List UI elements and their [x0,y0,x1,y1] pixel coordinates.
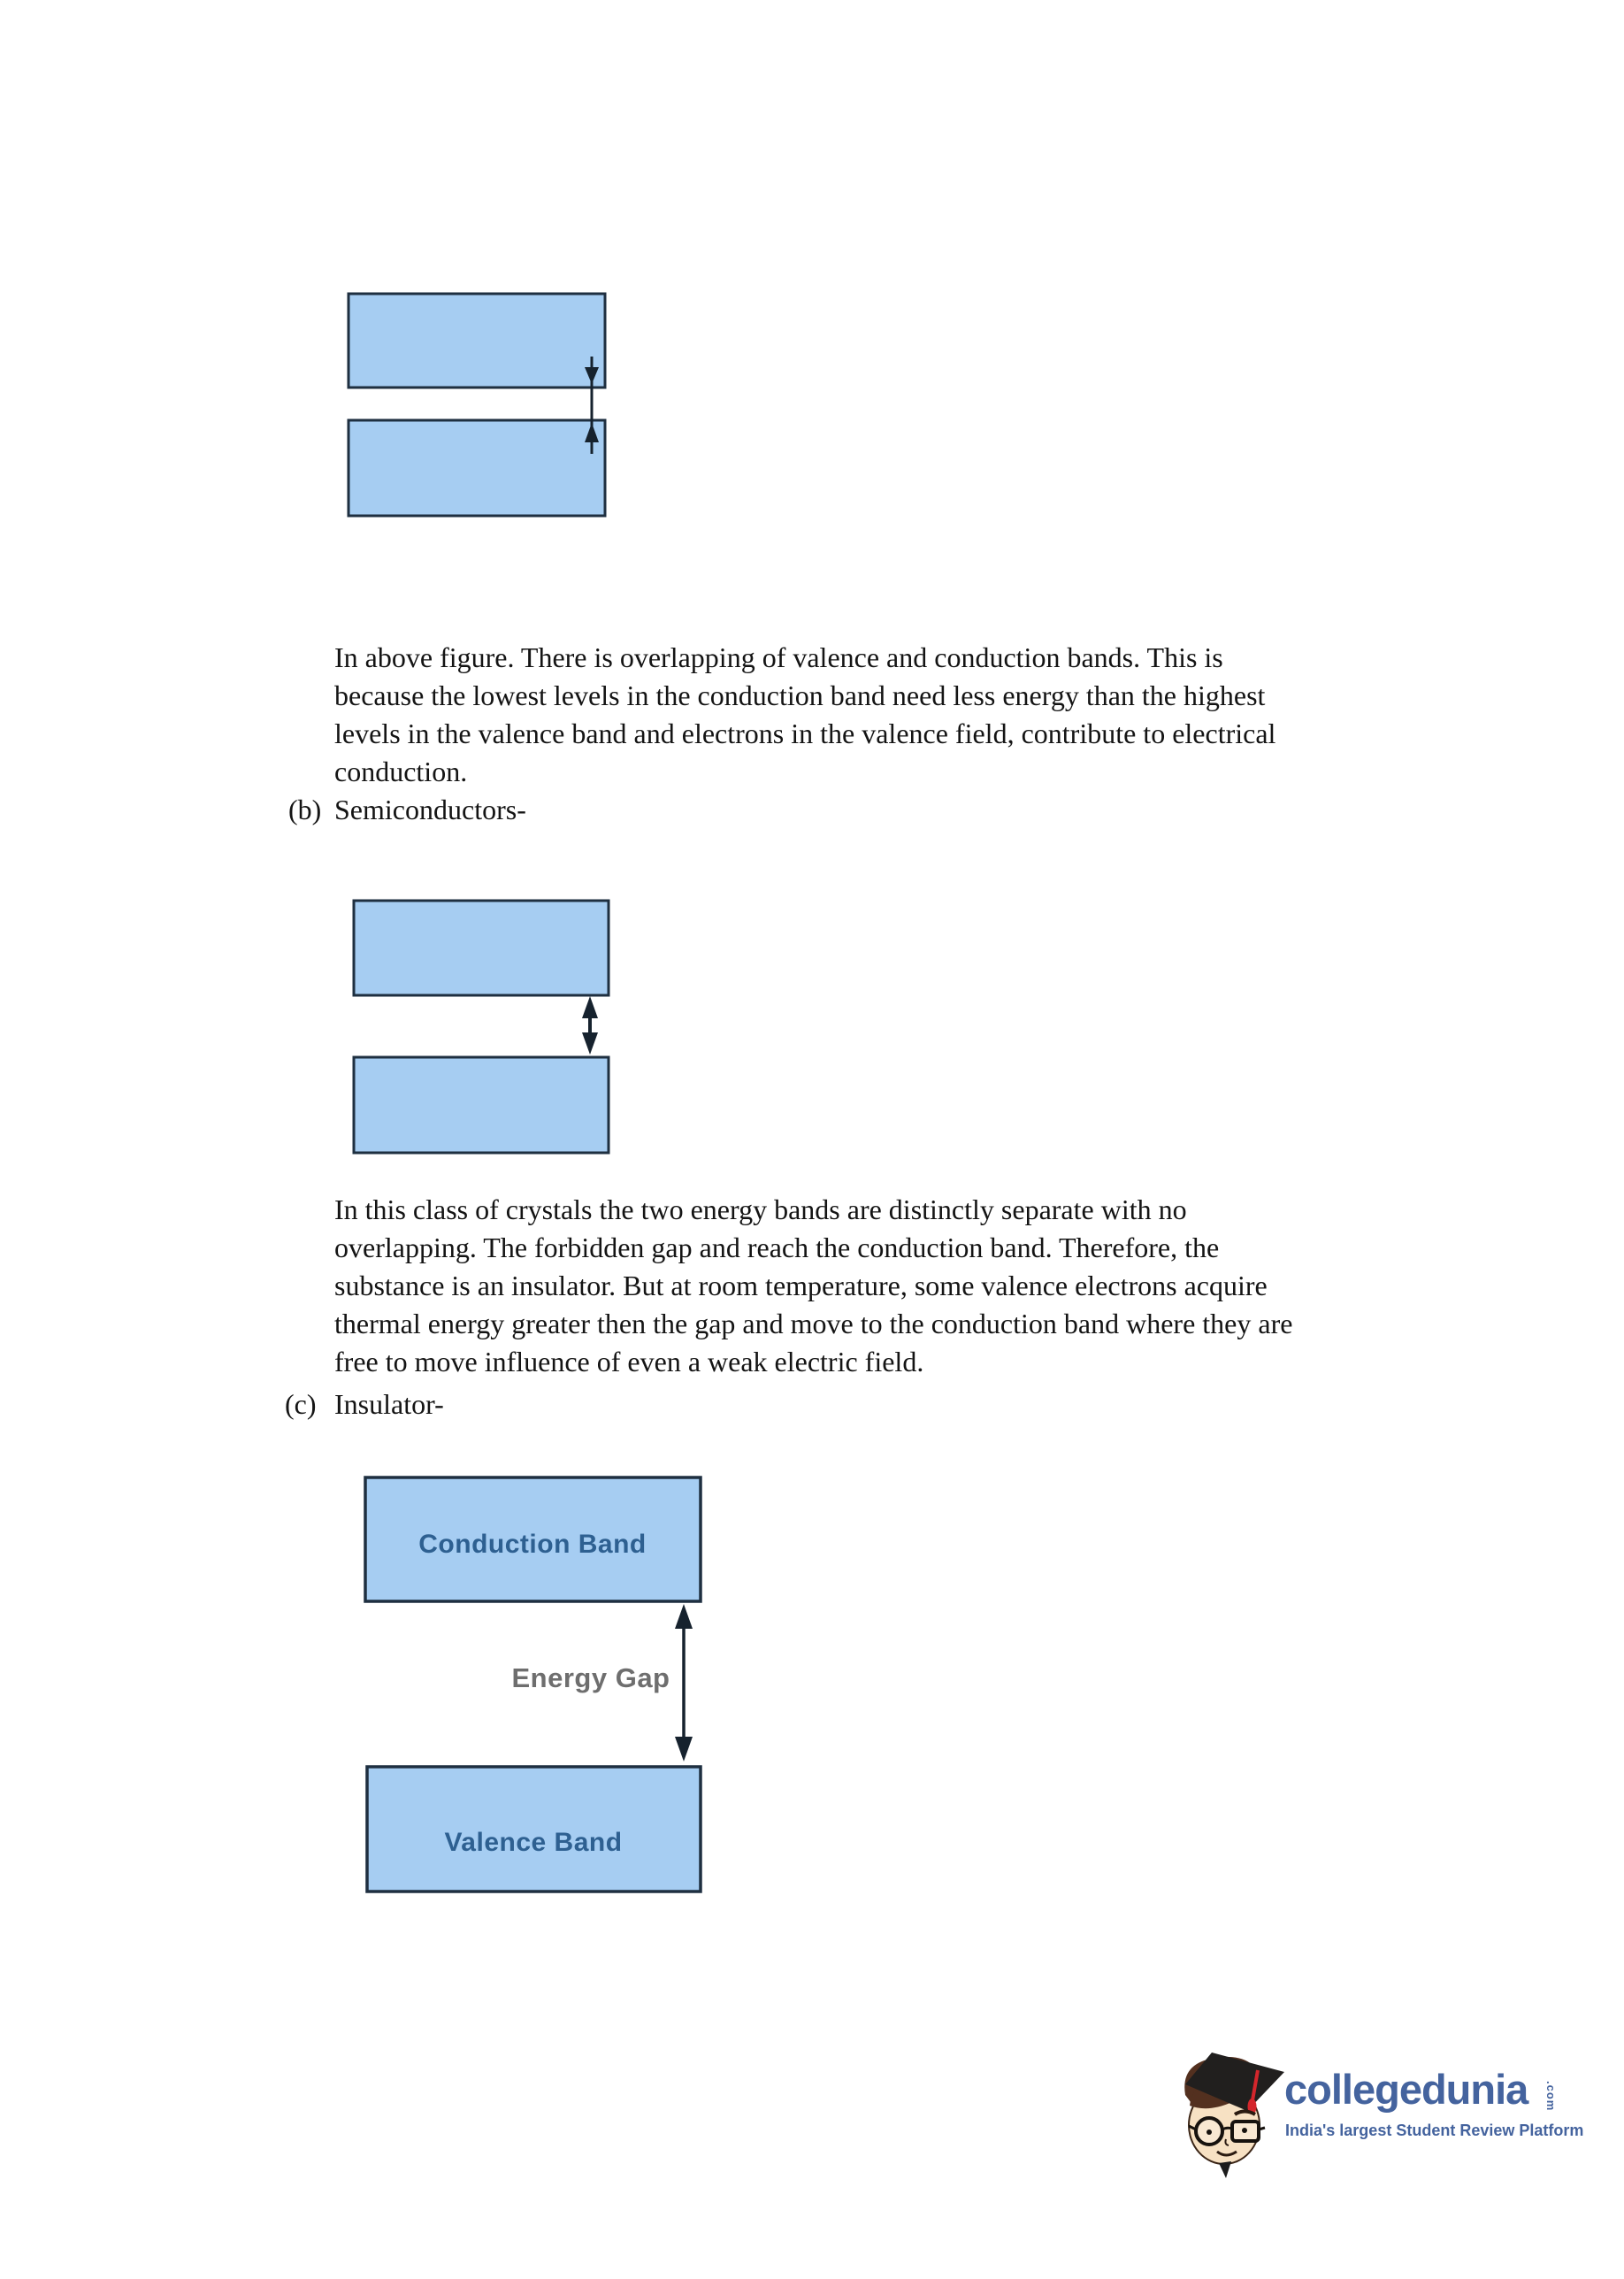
paragraph-conductors [334,639,1275,791]
band-gap-arrow [582,996,598,1055]
mascot-eye-right [1242,2128,1247,2133]
energy-gap-arrow [675,1604,693,1761]
valence-band-rect [354,1057,609,1153]
insulator-band-diagram [354,1464,725,1902]
mascot-eye-left [1207,2129,1212,2135]
list-marker-c: (c) [285,1388,317,1420]
text-line: free to move influence of even a weak electric field. [334,1346,924,1377]
list-item-c [285,1385,904,1423]
energy-gap-label: Energy Gap [511,1662,670,1693]
text-line: overlapping. The forbidden gap and reach the conduction band. Therefore, the [334,1232,1220,1263]
paragraph-semiconductors [334,1191,1292,1381]
down-arrowhead-icon [582,1032,598,1055]
text-line: because the lowest levels in the conduction band need less energy than the highest [334,679,1266,711]
list-label-insulator: Insulator- [334,1388,444,1420]
list-marker-b: (b) [288,794,322,825]
conduction-band-rect [349,294,605,388]
text-line: In this class of crystals the two energy bands are distinctly separate with no [334,1193,1187,1225]
conduction-band-label: Conduction Band [418,1530,647,1559]
text-line: conduction. [334,756,468,787]
list-label-semiconductors: Semiconductors- [334,794,526,825]
logo-tld-text: .com [1544,2081,1558,2112]
logo-brand-text: collegedunia [1284,2066,1528,2113]
conduction-band-rect [354,901,609,995]
down-arrowhead-icon [675,1737,693,1761]
conductor-band-diagram [336,283,619,531]
logo-tagline: India's largest Student Review Platform [1285,2122,1584,2139]
overlap-arrows [585,357,599,454]
up-arrowhead-icon [582,996,598,1018]
collegedunia-mascot-icon [1173,2049,1290,2182]
valence-band-label: Valence Band [444,1828,623,1857]
text-line: thermal energy greater then the gap and move to the conduction band where they are [334,1308,1293,1339]
text-line: In above figure. There is overlapping of valence and conduction bands. This is [334,641,1223,673]
text-line: substance is an insulator. But at room temperature, some valence electrons acquire [334,1270,1268,1301]
up-arrowhead-icon [675,1604,693,1629]
valence-band-rect [349,420,605,516]
semiconductor-band-diagram [341,894,624,1159]
mascot-collar [1219,2161,1231,2178]
text-line: levels in the valence band and electrons in the valence field, contribute to electrical [334,717,1276,749]
list-item-b [288,791,908,829]
